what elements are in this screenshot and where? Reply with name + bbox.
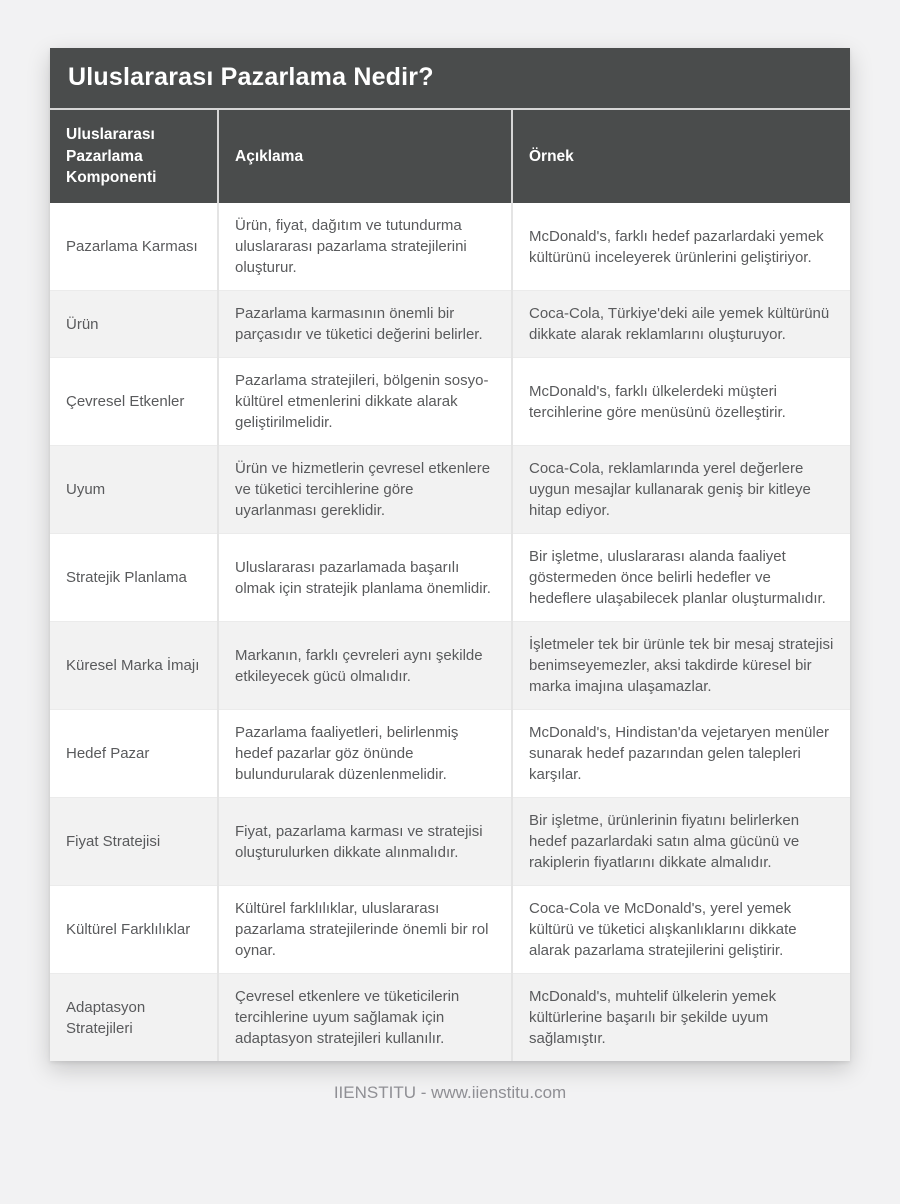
table-row (50, 534, 850, 622)
description-cell: Çevresel etkenlere ve tüketicilerin tercihlerine uyum sağlamak için adaptasyon stratejileri kullanılır. (218, 974, 512, 1062)
table-row (50, 358, 850, 446)
description-cell: Pazarlama karmasının önemli bir parçasıdır ve tüketici değerini belirler. (218, 291, 512, 358)
component-cell: Fiyat Stratejisi (50, 798, 218, 886)
table-row (50, 203, 850, 291)
example-cell: Bir işletme, ürünlerinin fiyatını belirlerken hedef pazarlardaki satın alma gücünü ve rakiplerin fiyatlarını dikkate almalıdır. (512, 798, 850, 886)
example-cell: Coca-Cola ve McDonald's, yerel yemek kültürü ve tüketici alışkanlıklarını dikkate alarak pazarlama stratejilerini geliştirir. (512, 886, 850, 974)
table-row (50, 446, 850, 534)
component-cell: Küresel Marka İmajı (50, 622, 218, 710)
example-cell: McDonald's, Hindistan'da vejetaryen menüler sunarak hedef pazarından gelen talepleri karşılar. (512, 710, 850, 798)
example-cell: İşletmeler tek bir ürünle tek bir mesaj stratejisi benimseyemezler, aksi takdirde küresel bir marka imajına ulaşamazlar. (512, 622, 850, 710)
column-header-description: Açıklama (218, 110, 512, 203)
example-cell: McDonald's, muhtelif ülkelerin yemek kültürlerine başarılı bir şekilde uyum sağlamıştır. (512, 974, 850, 1062)
description-cell: Pazarlama stratejileri, bölgenin sosyo-kültürel etmenlerini dikkate alarak geliştirilmelidir. (218, 358, 512, 446)
component-cell: Kültürel Farklılıklar (50, 886, 218, 974)
component-cell: Uyum (50, 446, 218, 534)
table-header (50, 110, 850, 203)
description-cell: Fiyat, pazarlama karması ve stratejisi oluşturulurken dikkate alınmalıdır. (218, 798, 512, 886)
component-cell: Çevresel Etkenler (50, 358, 218, 446)
table-row (50, 710, 850, 798)
table-row (50, 974, 850, 1062)
table-row (50, 798, 850, 886)
description-cell: Ürün, fiyat, dağıtım ve tutundurma uluslararası pazarlama stratejilerini oluşturur. (218, 203, 512, 291)
example-cell: McDonald's, farklı hedef pazarlardaki yemek kültürünü inceleyerek ürünlerini geliştiriyor. (512, 203, 850, 291)
column-header-component: Uluslararası Pazarlama Komponenti (50, 110, 218, 203)
column-header-example: Örnek (512, 110, 850, 203)
description-cell: Markanın, farklı çevreleri aynı şekilde etkileyecek gücü olmalıdır. (218, 622, 512, 710)
component-cell: Hedef Pazar (50, 710, 218, 798)
component-cell: Pazarlama Karması (50, 203, 218, 291)
example-cell: Bir işletme, uluslararası alanda faaliyet göstermeden önce belirli hedefler ve hedeflere ulaşabilecek planlar oluşturmalıdır. (512, 534, 850, 622)
footer-text: IIENSTITU - www.iienstitu.com (333, 1083, 567, 1103)
table-body (50, 203, 850, 1061)
example-cell: Coca-Cola, reklamlarında yerel değerlere uygun mesajlar kullanarak geniş bir kitleye hitap ediyor. (512, 446, 850, 534)
table-card (50, 48, 850, 1061)
description-cell: Kültürel farklılıklar, uluslararası pazarlama stratejilerinde önemli bir rol oynar. (218, 886, 512, 974)
table-row (50, 622, 850, 710)
description-cell: Uluslararası pazarlamada başarılı olmak için stratejik planlama önemlidir. (218, 534, 512, 622)
international-marketing-table (50, 110, 850, 1061)
description-cell: Ürün ve hizmetlerin çevresel etkenlere ve tüketici tercihlerine göre uyarlanması gereklidir. (218, 446, 512, 534)
page (0, 48, 900, 1204)
example-cell: McDonald's, farklı ülkelerdeki müşteri tercihlerine göre menüsünü özelleştirir. (512, 358, 850, 446)
page-title: Uluslararası Pazarlama Nedir? (50, 48, 850, 110)
table-row (50, 291, 850, 358)
table-row (50, 886, 850, 974)
component-cell: Adaptasyon Stratejileri (50, 974, 218, 1062)
description-cell: Pazarlama faaliyetleri, belirlenmiş hedef pazarlar göz önünde bulundurularak düzenlenmelidir. (218, 710, 512, 798)
component-cell: Stratejik Planlama (50, 534, 218, 622)
example-cell: Coca-Cola, Türkiye'deki aile yemek kültürünü dikkate alarak reklamlarını oluşturuyor. (512, 291, 850, 358)
component-cell: Ürün (50, 291, 218, 358)
header-row (50, 110, 850, 203)
